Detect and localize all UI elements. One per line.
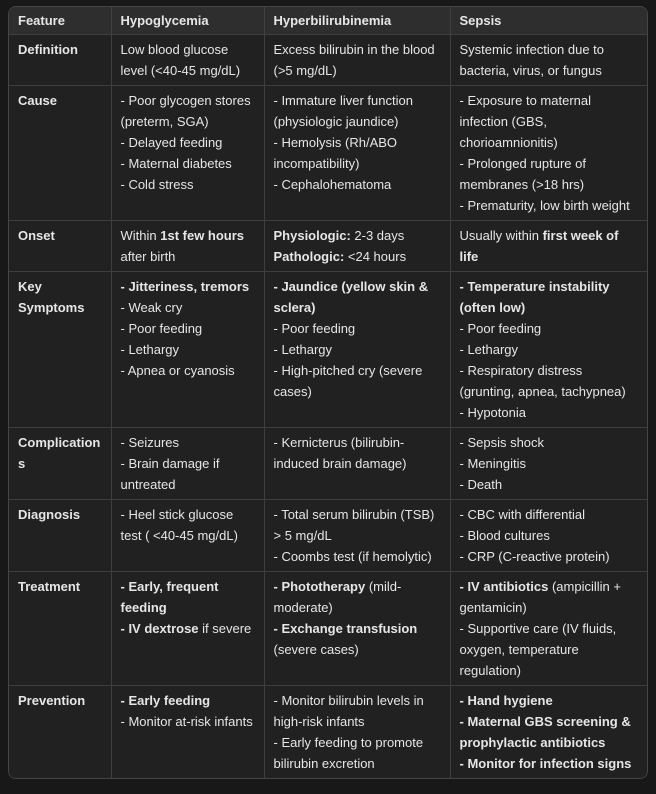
cell-entry <box>460 339 641 360</box>
cell-text: - Poor feeding <box>459 321 542 336</box>
cell-text: - Poor feeding <box>273 321 356 336</box>
cell-text: - Hemolysis (Rh/ABO incompatibility) <box>273 135 398 171</box>
cell-entry <box>460 474 641 495</box>
cell-text-bold: Pathologic: <box>273 249 345 264</box>
cell-text: - Monitor bilirubin levels in high-risk infants <box>273 693 424 729</box>
cell-text: - Seizures <box>120 435 180 450</box>
cell-entry <box>274 732 441 774</box>
cell-entry <box>121 339 255 360</box>
cell-entry <box>460 318 641 339</box>
cell-text-bold: - Phototherapy <box>273 579 366 594</box>
cell-entry <box>121 225 255 267</box>
table-row <box>9 500 648 572</box>
cell-text-bold: - Jitteriness, tremors <box>120 279 250 294</box>
cell-text: Excess bilirubin in the blood (>5 mg/dL) <box>273 42 435 78</box>
cell-text-bold: - Early feeding <box>120 693 211 708</box>
cell-text: (mild-moderate) <box>273 579 402 615</box>
cell-entry <box>274 90 441 132</box>
row-feature-label: Key Symptoms <box>9 272 111 428</box>
cell-entry <box>460 402 641 423</box>
cell-entry <box>274 504 441 546</box>
table-cell <box>450 35 648 86</box>
cell-entry <box>274 360 441 402</box>
cell-text: after birth <box>120 249 176 264</box>
cell-entry <box>274 174 441 195</box>
cell-entry <box>274 339 441 360</box>
cell-entry <box>121 153 255 174</box>
table-header-row <box>9 7 648 35</box>
cell-entry <box>274 432 441 474</box>
cell-text: - Brain damage if untreated <box>120 456 220 492</box>
cell-entry <box>274 39 441 81</box>
cell-entry <box>121 504 255 546</box>
cell-entry <box>460 576 641 618</box>
table-cell <box>264 572 450 686</box>
cell-text: - Meningitis <box>459 456 526 471</box>
table-cell <box>111 272 264 428</box>
cell-text: - Total serum bilirubin (TSB) > 5 mg/dL <box>273 507 435 543</box>
cell-entry <box>121 711 255 732</box>
cell-entry <box>121 132 255 153</box>
cell-entry <box>121 297 255 318</box>
cell-entry <box>121 174 255 195</box>
cell-text: - Death <box>459 477 503 492</box>
cell-text: - High-pitched cry (severe cases) <box>273 363 423 399</box>
cell-text: 2-3 days <box>350 228 405 243</box>
cell-text: - Hypotonia <box>459 405 526 420</box>
cell-text-bold: - Early, frequent feeding <box>120 579 219 615</box>
column-header-sepsis: Sepsis <box>450 7 648 35</box>
cell-text: - Supportive care (IV fluids, oxygen, temperature regulation) <box>459 621 617 678</box>
cell-text: Usually within <box>459 228 543 243</box>
table-row <box>9 35 648 86</box>
cell-text: - Prematurity, low birth weight <box>459 198 630 213</box>
row-feature-label: Definition <box>9 35 111 86</box>
cell-text: (ampicillin + gentamicin) <box>459 579 621 615</box>
row-feature-label: Prevention <box>9 686 111 779</box>
column-header-feature: Feature <box>9 7 111 35</box>
cell-text: - CRP (C-reactive protein) <box>459 549 610 564</box>
cell-entry <box>274 546 441 567</box>
table-row <box>9 221 648 272</box>
comparison-table-container <box>8 6 648 779</box>
cell-entry <box>460 618 641 681</box>
cell-entry <box>460 276 641 318</box>
table-cell <box>450 272 648 428</box>
row-feature-label: Complications <box>9 428 111 500</box>
cell-text: - Sepsis shock <box>459 435 545 450</box>
cell-entry <box>121 318 255 339</box>
cell-entry <box>121 618 255 639</box>
neonatal-conditions-comparison-table <box>9 7 648 778</box>
cell-text: if severe <box>198 621 252 636</box>
cell-text: - Poor glycogen stores (preterm, SGA) <box>120 93 251 129</box>
table-cell <box>264 86 450 221</box>
table-cell <box>264 500 450 572</box>
cell-text: - Cephalohematoma <box>273 177 392 192</box>
table-cell <box>264 35 450 86</box>
cell-text: Within <box>120 228 161 243</box>
cell-entry <box>460 453 641 474</box>
cell-entry <box>121 690 255 711</box>
cell-entry <box>460 360 641 402</box>
table-cell <box>264 221 450 272</box>
cell-entry <box>274 576 441 618</box>
cell-entry <box>460 525 641 546</box>
table-row <box>9 572 648 686</box>
table-cell <box>111 686 264 779</box>
table-cell <box>450 428 648 500</box>
cell-entry <box>274 132 441 174</box>
cell-entry <box>460 690 641 711</box>
table-cell <box>450 86 648 221</box>
cell-text-bold: - IV antibiotics <box>459 579 549 594</box>
cell-text: - Cold stress <box>120 177 194 192</box>
table-cell <box>450 686 648 779</box>
cell-text: (severe cases) <box>273 642 359 657</box>
cell-text: Low blood glucose level (<40-45 mg/dL) <box>120 42 241 78</box>
cell-text: - Maternal diabetes <box>120 156 232 171</box>
table-row <box>9 86 648 221</box>
row-feature-label: Diagnosis <box>9 500 111 572</box>
table-cell <box>111 500 264 572</box>
cell-text: - Poor feeding <box>120 321 203 336</box>
table-row <box>9 686 648 779</box>
cell-text-bold: - Exchange transfusion <box>273 621 418 636</box>
cell-entry <box>460 225 641 267</box>
cell-entry <box>121 276 255 297</box>
cell-entry <box>274 276 441 318</box>
cell-entry <box>121 576 255 618</box>
cell-entry <box>460 753 641 774</box>
cell-entry <box>460 546 641 567</box>
cell-entry <box>121 360 255 381</box>
cell-entry <box>274 618 441 660</box>
cell-entry <box>460 504 641 525</box>
table-cell <box>450 500 648 572</box>
cell-text: - Lethargy <box>120 342 180 357</box>
table-cell <box>111 35 264 86</box>
table-cell <box>450 572 648 686</box>
table-cell <box>111 86 264 221</box>
cell-text-bold: Physiologic: <box>273 228 351 243</box>
cell-entry <box>460 432 641 453</box>
cell-entry <box>121 453 255 495</box>
cell-text: - Coombs test (if hemolytic) <box>273 549 432 564</box>
row-feature-label: Cause <box>9 86 111 221</box>
table-body <box>9 35 648 779</box>
cell-text: Systemic infection due to bacteria, virus, or fungus <box>459 42 605 78</box>
cell-entry <box>274 690 441 732</box>
table-row <box>9 272 648 428</box>
cell-text-bold: 1st few hours <box>160 228 245 243</box>
cell-entry <box>121 90 255 132</box>
cell-entry <box>460 195 641 216</box>
cell-text: - Kernicterus (bilirubin-induced brain damage) <box>273 435 407 471</box>
column-header-hyperbilirubinemia: Hyperbilirubinemia <box>264 7 450 35</box>
cell-text: - Delayed feeding <box>120 135 223 150</box>
cell-text-bold: - IV dextrose <box>120 621 199 636</box>
table-row <box>9 428 648 500</box>
row-feature-label: Treatment <box>9 572 111 686</box>
cell-text: - Lethargy <box>459 342 519 357</box>
table-cell <box>264 428 450 500</box>
cell-entry <box>460 153 641 195</box>
cell-text: - Early feeding to promote bilirubin excretion <box>273 735 424 771</box>
table-cell <box>264 272 450 428</box>
cell-entry <box>121 39 255 81</box>
column-header-hypoglycemia: Hypoglycemia <box>111 7 264 35</box>
cell-entry <box>460 711 641 753</box>
cell-text: - Exposure to maternal infection (GBS, chorioamnionitis) <box>459 93 592 150</box>
cell-text: - Apnea or cyanosis <box>120 363 235 378</box>
cell-entry <box>274 246 441 267</box>
cell-text-bold: - Jaundice (yellow skin & sclera) <box>273 279 429 315</box>
cell-text: - Immature liver function (physiologic jaundice) <box>273 93 413 129</box>
cell-text: <24 hours <box>344 249 407 264</box>
cell-text-bold: first week of life <box>459 228 619 264</box>
table-cell <box>111 572 264 686</box>
cell-text: - CBC with differential <box>459 507 585 522</box>
row-feature-label: Onset <box>9 221 111 272</box>
cell-text: - Blood cultures <box>459 528 550 543</box>
cell-entry <box>121 432 255 453</box>
cell-text: - Monitor at-risk infants <box>120 714 253 729</box>
cell-entry <box>460 39 641 81</box>
cell-text: - Weak cry <box>120 300 183 315</box>
cell-text-bold: - Hand hygiene <box>459 693 553 708</box>
cell-text: - Lethargy <box>273 342 333 357</box>
cell-text-bold: - Temperature instability (often low) <box>459 279 610 315</box>
table-cell <box>111 221 264 272</box>
table-cell <box>264 686 450 779</box>
cell-entry <box>274 318 441 339</box>
cell-text-bold: - Maternal GBS screening & prophylactic antibiotics <box>459 714 631 750</box>
cell-entry <box>274 225 441 246</box>
table-cell <box>450 221 648 272</box>
cell-text: - Prolonged rupture of membranes (>18 hrs) <box>459 156 586 192</box>
table-cell <box>111 428 264 500</box>
cell-text: - Respiratory distress (grunting, apnea, tachypnea) <box>459 363 626 399</box>
cell-text: - Heel stick glucose test ( <40-45 mg/dL) <box>120 507 238 543</box>
cell-text-bold: - Monitor for infection signs <box>459 756 632 771</box>
cell-entry <box>460 90 641 153</box>
